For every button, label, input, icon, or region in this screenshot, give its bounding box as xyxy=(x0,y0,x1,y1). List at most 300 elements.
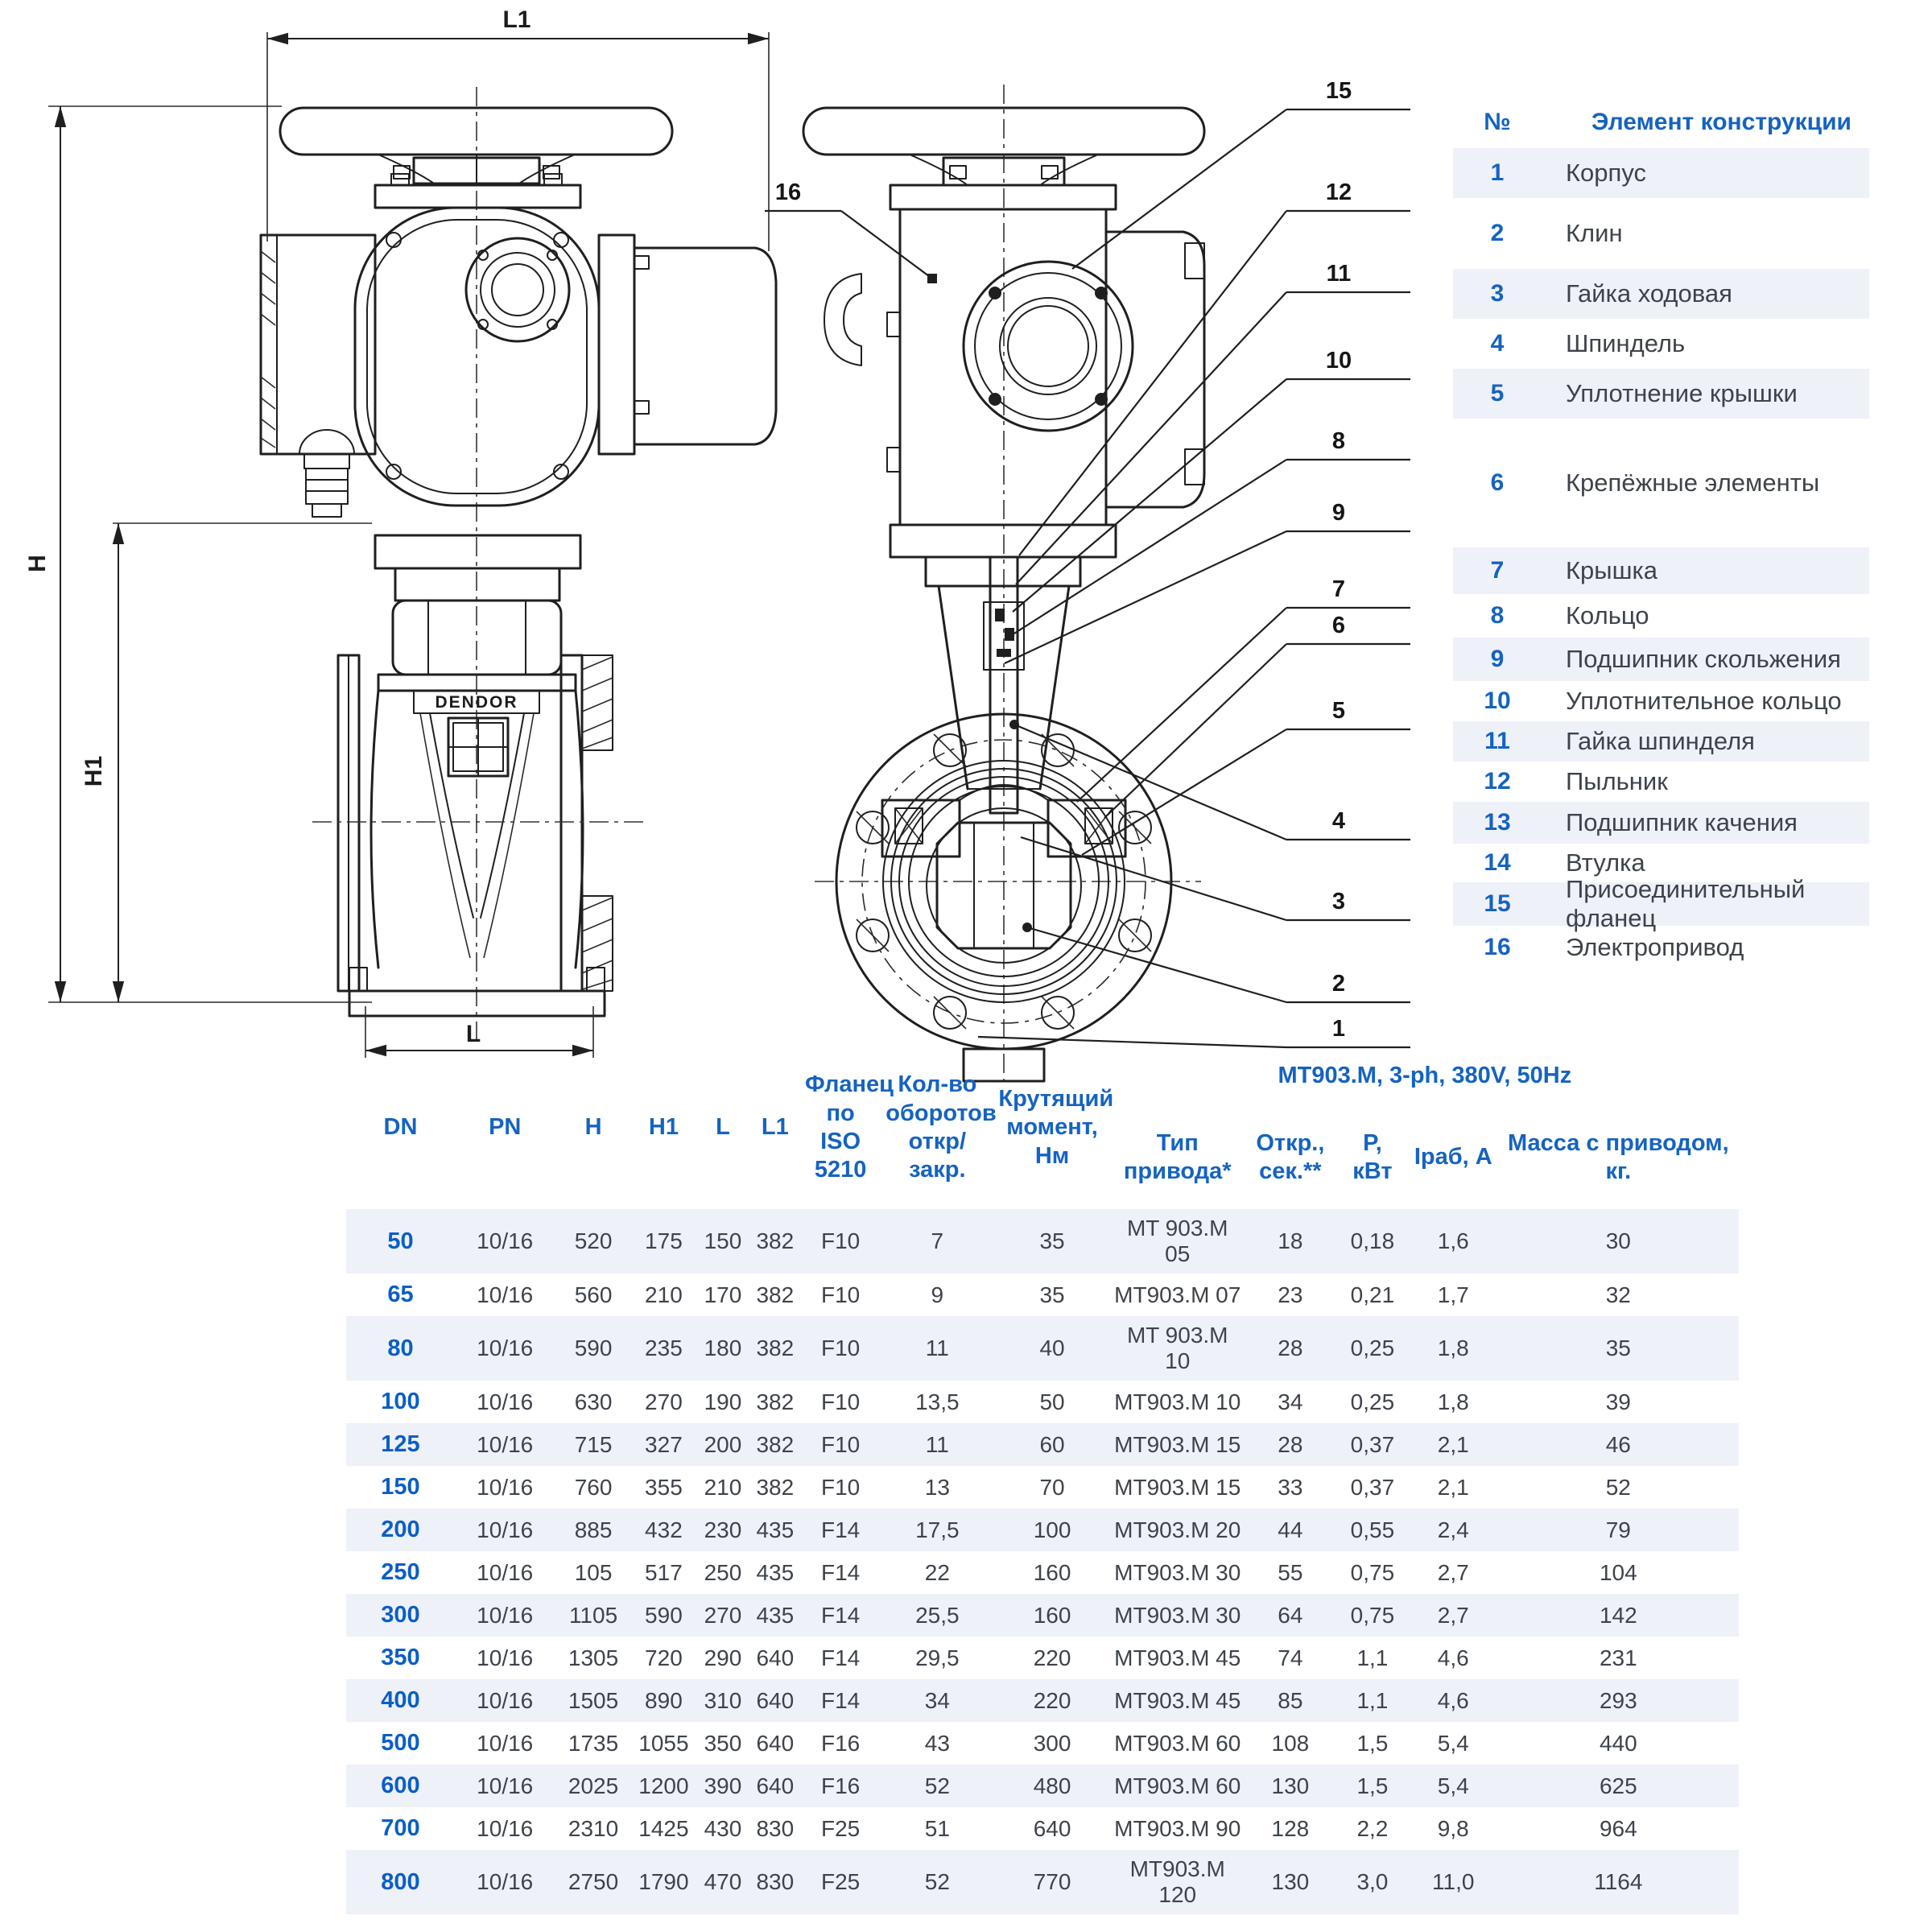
callout-number-9: 9 xyxy=(1331,500,1346,526)
spec-cell: MT903.M 30 xyxy=(1114,1602,1241,1628)
spec-cell: 9 xyxy=(931,1282,944,1307)
spec-cell: 382 xyxy=(756,1335,795,1360)
spec-cell: 2,2 xyxy=(1356,1815,1389,1841)
spec-cell: 2,7 xyxy=(1437,1559,1469,1585)
spec-cell: F14 xyxy=(820,1602,861,1628)
spec-table-row xyxy=(346,1765,1739,1807)
spec-cell: 770 xyxy=(1033,1869,1071,1894)
part-name: Клин xyxy=(1566,219,1623,247)
spec-cell: 108 xyxy=(1271,1730,1310,1756)
part-name: Подшипник скольжения xyxy=(1566,645,1841,673)
spec-cell: 105 xyxy=(574,1559,613,1585)
spec-cell: 310 xyxy=(704,1687,742,1713)
spec-cell: 640 xyxy=(756,1730,795,1756)
spec-cell: 1200 xyxy=(638,1773,689,1798)
spec-cell: 10/16 xyxy=(477,1335,534,1360)
spec-cell: 44 xyxy=(1278,1517,1303,1542)
part-number: 6 xyxy=(1490,469,1505,496)
part-name: Корпус xyxy=(1566,159,1646,187)
col-header-power: P, кВт xyxy=(1352,1129,1393,1184)
spec-cell: 46 xyxy=(1605,1431,1631,1457)
parts-table-row xyxy=(1453,198,1869,269)
spec-cell: MT 903.M 05 xyxy=(1126,1216,1228,1266)
spec-cell: 10/16 xyxy=(477,1645,534,1670)
spec-cell: 52 xyxy=(924,1869,950,1894)
spec-table-row xyxy=(346,1594,1739,1637)
spec-table-wrapper xyxy=(346,1046,1739,1914)
parts-table-row xyxy=(1453,762,1869,802)
spec-cell: 100 xyxy=(1033,1517,1071,1542)
parts-table xyxy=(1453,97,1869,969)
spec-cell: 1,1 xyxy=(1356,1687,1389,1713)
col-header-torque: Крутящий момент, Нм xyxy=(998,1085,1114,1169)
spec-cell: 74 xyxy=(1278,1645,1303,1670)
spec-cell: F25 xyxy=(820,1869,861,1894)
spec-cell: 170 xyxy=(704,1282,742,1307)
part-name: Шпиндель xyxy=(1566,329,1686,357)
part-name: Уплотнительное кольцо xyxy=(1566,687,1842,715)
part-number: 14 xyxy=(1484,849,1511,876)
part-number: 2 xyxy=(1490,220,1505,246)
callout-number-8: 8 xyxy=(1331,428,1346,454)
spec-cell: 355 xyxy=(645,1474,683,1500)
col-header-l: L xyxy=(716,1114,730,1141)
spec-cell: 130 xyxy=(1271,1869,1310,1894)
spec-cell: 715 xyxy=(574,1431,613,1457)
spec-cell: F14 xyxy=(820,1559,861,1585)
callout-number-6: 6 xyxy=(1331,613,1346,638)
spec-table-row xyxy=(346,1274,1739,1316)
spec-cell: 34 xyxy=(924,1687,950,1713)
spec-cell-dn: 50 xyxy=(387,1228,414,1254)
spec-cell: 2025 xyxy=(568,1773,619,1798)
parts-table-header xyxy=(1453,97,1869,148)
spec-cell: 220 xyxy=(1033,1645,1071,1670)
spec-cell: 5,4 xyxy=(1437,1773,1469,1798)
col-header-flange: Фланец по ISO 5210 xyxy=(804,1071,894,1183)
col-header-h: H xyxy=(584,1114,602,1141)
part-number: 8 xyxy=(1490,602,1505,629)
part-name: Крышка xyxy=(1566,556,1657,584)
spec-cell: 2310 xyxy=(568,1815,619,1841)
col-header-turns: Кол-во оборотов откр/ закр. xyxy=(886,1071,997,1183)
spec-cell: 2,1 xyxy=(1437,1431,1469,1457)
part-number: 3 xyxy=(1490,280,1505,307)
spec-cell: F10 xyxy=(820,1474,861,1500)
brand-label: DENDOR xyxy=(435,693,518,712)
spec-cell: F10 xyxy=(820,1389,861,1414)
spec-cell: 22 xyxy=(924,1559,950,1585)
callout-number-10: 10 xyxy=(1325,348,1352,374)
parts-header-number: № xyxy=(1484,109,1511,135)
spec-cell: 0,18 xyxy=(1350,1228,1395,1253)
spec-cell: 2,7 xyxy=(1437,1602,1469,1628)
spec-table-row xyxy=(346,1807,1739,1850)
spec-cell: 270 xyxy=(704,1602,742,1628)
spec-cell: MT903.M 45 xyxy=(1114,1645,1241,1670)
spec-cell: 39 xyxy=(1605,1389,1631,1414)
spec-cell: 23 xyxy=(1278,1282,1303,1307)
valve-section-view-drawing xyxy=(765,85,1204,1081)
spec-cell: 28 xyxy=(1278,1335,1303,1360)
spec-cell: 3,0 xyxy=(1356,1869,1389,1894)
spec-cell: 52 xyxy=(924,1773,950,1798)
parts-header-name: Элемент конструкции xyxy=(1591,109,1852,135)
spec-table-row xyxy=(346,1381,1739,1423)
spec-table xyxy=(346,1046,1739,1914)
spec-cell-dn: 350 xyxy=(381,1645,420,1670)
col-header-current: Iраб, А xyxy=(1414,1144,1492,1170)
part-name: Гайка шпинделя xyxy=(1566,727,1755,755)
part-name: Гайка ходовая xyxy=(1566,279,1732,308)
spec-cell: 630 xyxy=(574,1389,613,1414)
spec-cell: 85 xyxy=(1278,1687,1303,1713)
spec-cell: 517 xyxy=(645,1559,683,1585)
spec-cell: 60 xyxy=(1039,1431,1065,1457)
parts-table-row xyxy=(1453,269,1869,319)
spec-cell: 220 xyxy=(1033,1687,1071,1713)
spec-cell: 35 xyxy=(1039,1282,1065,1307)
spec-table-row xyxy=(346,1509,1739,1551)
spec-cell: MT903.M 15 xyxy=(1114,1431,1241,1457)
spec-cell: 480 xyxy=(1033,1773,1071,1798)
spec-cell: 0,21 xyxy=(1350,1282,1395,1307)
spec-cell-dn: 100 xyxy=(381,1389,420,1414)
spec-cell: F10 xyxy=(820,1335,861,1360)
spec-cell: 128 xyxy=(1271,1815,1310,1841)
spec-cell: 10/16 xyxy=(477,1687,534,1713)
parts-table-rows xyxy=(1453,148,1869,969)
spec-cell-dn: 400 xyxy=(381,1687,420,1713)
parts-table-row xyxy=(1453,926,1869,969)
parts-table-row xyxy=(1453,419,1869,547)
spec-cell: 25,5 xyxy=(915,1602,960,1628)
part-number: 12 xyxy=(1484,768,1511,795)
spec-cell: MT903.M 15 xyxy=(1114,1474,1241,1500)
spec-cell-dn: 65 xyxy=(387,1282,414,1307)
spec-cell: 10/16 xyxy=(477,1228,534,1253)
spec-cell: 35 xyxy=(1605,1335,1631,1360)
spec-cell: MT903.M 07 xyxy=(1114,1282,1241,1307)
parts-table-row xyxy=(1453,369,1869,419)
spec-cell: 640 xyxy=(1033,1815,1071,1841)
part-number: 11 xyxy=(1484,728,1510,754)
part-number: 7 xyxy=(1490,557,1505,584)
spec-cell: 382 xyxy=(756,1431,795,1457)
parts-table-row xyxy=(1453,319,1869,369)
parts-table-row xyxy=(1453,638,1869,681)
spec-cell: 1164 xyxy=(1594,1869,1643,1894)
spec-cell: 1055 xyxy=(638,1730,689,1756)
spec-cell: 1,6 xyxy=(1437,1228,1469,1253)
spec-table-row xyxy=(346,1316,1739,1381)
part-number: 4 xyxy=(1490,330,1505,357)
spec-cell: 1305 xyxy=(568,1645,619,1670)
spec-cell: F10 xyxy=(820,1228,861,1253)
spec-cell: 0,25 xyxy=(1350,1335,1395,1360)
callout-number-16: 16 xyxy=(774,180,802,205)
spec-cell: 10/16 xyxy=(477,1517,534,1542)
dim-label-l: L xyxy=(465,1021,481,1047)
spec-table-row xyxy=(346,1679,1739,1722)
spec-cell: 18 xyxy=(1278,1228,1303,1253)
spec-cell: 1,7 xyxy=(1437,1282,1469,1307)
spec-cell: 160 xyxy=(1033,1602,1071,1628)
dim-label-h1: H1 xyxy=(80,755,107,787)
spec-cell: 2750 xyxy=(568,1869,619,1894)
spec-cell: 327 xyxy=(645,1431,683,1457)
spec-cell: 11 xyxy=(925,1431,949,1457)
spec-cell: F16 xyxy=(820,1730,861,1756)
spec-cell: MT903.M 20 xyxy=(1114,1517,1241,1542)
spec-cell: F25 xyxy=(820,1815,861,1841)
part-number: 10 xyxy=(1484,687,1511,714)
spec-cell-dn: 600 xyxy=(381,1773,420,1798)
part-name: Уплотнение крышки xyxy=(1566,379,1798,407)
spec-cell: 231 xyxy=(1599,1645,1637,1670)
spec-cell: MT903.M 45 xyxy=(1114,1687,1241,1713)
spec-cell: 1790 xyxy=(638,1869,689,1894)
spec-cell: 830 xyxy=(756,1869,795,1894)
spec-cell-dn: 700 xyxy=(381,1815,420,1841)
col-header-open-time: Откр., сек.** xyxy=(1256,1129,1325,1184)
spec-cell: 200 xyxy=(704,1431,742,1457)
callout-number-15: 15 xyxy=(1325,78,1352,104)
part-number: 1 xyxy=(1490,159,1505,186)
callout-number-1: 1 xyxy=(1331,1016,1346,1042)
spec-cell: 964 xyxy=(1599,1815,1637,1841)
spec-cell: 270 xyxy=(645,1389,683,1414)
spec-cell: F16 xyxy=(820,1773,861,1798)
spec-table-row xyxy=(346,1850,1739,1914)
spec-cell: F14 xyxy=(820,1517,861,1542)
spec-table-row xyxy=(346,1637,1739,1679)
spec-cell: F14 xyxy=(820,1645,861,1670)
spec-cell: MT903.M 60 xyxy=(1114,1773,1241,1798)
spec-cell: 5,4 xyxy=(1437,1730,1469,1756)
parts-table-row xyxy=(1453,721,1869,762)
spec-cell: 13 xyxy=(924,1474,950,1500)
spec-cell: 10/16 xyxy=(477,1815,534,1841)
spec-table-row xyxy=(346,1466,1739,1509)
part-name: Кольцо xyxy=(1566,601,1649,630)
part-number: 5 xyxy=(1490,380,1505,407)
spec-cell: 10/16 xyxy=(477,1773,534,1798)
spec-cell: 440 xyxy=(1599,1730,1637,1756)
spec-cell: 382 xyxy=(756,1282,795,1307)
spec-cell: 640 xyxy=(756,1773,795,1798)
spec-cell: 890 xyxy=(645,1687,683,1713)
spec-cell: 435 xyxy=(756,1517,795,1542)
spec-cell: 432 xyxy=(645,1517,683,1542)
spec-cell: 142 xyxy=(1599,1602,1637,1628)
spec-cell: 43 xyxy=(924,1730,950,1756)
spec-cell: 640 xyxy=(756,1687,795,1713)
spec-cell: 470 xyxy=(704,1869,742,1894)
spec-cell: 390 xyxy=(704,1773,742,1798)
spec-cell: 0,37 xyxy=(1350,1474,1395,1500)
spec-cell-dn: 150 xyxy=(381,1474,420,1500)
spec-cell: 104 xyxy=(1599,1559,1637,1585)
spec-cell: 250 xyxy=(704,1559,742,1585)
spec-cell: 382 xyxy=(756,1228,795,1253)
spec-cell: 430 xyxy=(704,1815,742,1841)
spec-cell: 10/16 xyxy=(477,1602,534,1628)
spec-cell-dn: 200 xyxy=(381,1517,420,1542)
spec-cell: 1425 xyxy=(638,1815,689,1841)
actuator-group-header: MT903.M, 3-ph, 380V, 50Hz xyxy=(1278,1063,1572,1089)
spec-cell-dn: 500 xyxy=(381,1730,420,1756)
spec-cell: 10/16 xyxy=(477,1431,534,1457)
spec-cell: 0,37 xyxy=(1350,1431,1395,1457)
spec-cell: 640 xyxy=(756,1645,795,1670)
spec-cell: 10/16 xyxy=(477,1389,534,1414)
spec-cell: 720 xyxy=(645,1645,683,1670)
spec-cell: 4,6 xyxy=(1437,1645,1469,1670)
spec-table-row xyxy=(346,1209,1739,1274)
spec-cell: 79 xyxy=(1605,1517,1631,1542)
spec-cell: 293 xyxy=(1599,1687,1637,1713)
spec-cell: 625 xyxy=(1599,1773,1637,1798)
spec-cell: 11,0 xyxy=(1432,1869,1475,1894)
spec-cell: 2,1 xyxy=(1437,1474,1469,1500)
spec-cell: 1,8 xyxy=(1437,1335,1469,1360)
col-header-mass: Масса с приводом, кг. xyxy=(1507,1129,1729,1184)
spec-cell: 0,75 xyxy=(1350,1602,1395,1628)
spec-cell: 382 xyxy=(756,1389,795,1414)
spec-cell: 55 xyxy=(1278,1559,1303,1585)
spec-cell: 435 xyxy=(756,1559,795,1585)
spec-cell: 175 xyxy=(645,1228,683,1253)
spec-cell: 590 xyxy=(574,1335,613,1360)
spec-cell: 70 xyxy=(1039,1474,1065,1500)
col-header-l1: L1 xyxy=(761,1114,789,1141)
spec-cell: 0,55 xyxy=(1350,1517,1395,1542)
spec-cell: 17,5 xyxy=(915,1517,960,1542)
spec-cell: 32 xyxy=(1605,1282,1631,1307)
spec-cell: 760 xyxy=(574,1474,613,1500)
spec-cell: 1,8 xyxy=(1437,1389,1469,1414)
parts-table-row xyxy=(1453,875,1869,932)
valve-front-view-drawing xyxy=(24,6,776,1058)
col-header-h1: H1 xyxy=(648,1114,679,1141)
spec-cell: 10/16 xyxy=(477,1869,534,1894)
part-number: 13 xyxy=(1484,809,1511,836)
part-name: Пыльник xyxy=(1566,767,1668,795)
spec-cell: 130 xyxy=(1271,1773,1310,1798)
spec-cell: 50 xyxy=(1039,1389,1065,1414)
spec-cell: 9,8 xyxy=(1437,1815,1469,1841)
spec-cell: 830 xyxy=(756,1815,795,1841)
spec-cell: 30 xyxy=(1605,1228,1631,1253)
spec-cell: 180 xyxy=(704,1335,742,1360)
spec-cell: MT 903.M 10 xyxy=(1126,1323,1228,1373)
spec-table-row xyxy=(346,1722,1739,1765)
spec-cell: 885 xyxy=(574,1517,613,1542)
dim-label-h: H xyxy=(24,555,51,572)
spec-cell: 29,5 xyxy=(915,1645,960,1670)
part-name: Присоединительный фланец xyxy=(1566,875,1806,932)
spec-cell: 300 xyxy=(1033,1730,1071,1756)
spec-cell: 10/16 xyxy=(477,1282,534,1307)
spec-cell: 235 xyxy=(645,1335,683,1360)
spec-cell: 190 xyxy=(704,1389,742,1414)
spec-cell: 350 xyxy=(704,1730,742,1756)
spec-cell: 0,75 xyxy=(1350,1559,1395,1585)
spec-cell: 10/16 xyxy=(477,1730,534,1756)
spec-cell: 210 xyxy=(704,1474,742,1500)
spec-table-row xyxy=(346,1423,1739,1466)
spec-cell: 1,1 xyxy=(1356,1645,1389,1670)
spec-cell: 28 xyxy=(1278,1431,1303,1457)
spec-cell: F10 xyxy=(820,1282,861,1307)
spec-cell: 7 xyxy=(931,1228,944,1253)
spec-cell: 0,25 xyxy=(1350,1389,1395,1414)
part-name: Электропривод xyxy=(1566,933,1744,961)
parts-table-row xyxy=(1453,802,1869,844)
spec-cell: 1505 xyxy=(568,1687,619,1713)
spec-cell: 1105 xyxy=(568,1602,618,1628)
part-name: Втулка xyxy=(1566,848,1645,877)
parts-table-row xyxy=(1453,547,1869,594)
spec-cell-dn: 125 xyxy=(381,1431,420,1457)
spec-cell: F14 xyxy=(820,1687,861,1713)
spec-cell: 10/16 xyxy=(477,1559,534,1585)
spec-cell: 290 xyxy=(704,1645,742,1670)
spec-cell: 10/16 xyxy=(477,1474,534,1500)
spec-cell: 33 xyxy=(1278,1474,1303,1500)
spec-cell: 52 xyxy=(1605,1474,1631,1500)
spec-cell: 4,6 xyxy=(1437,1687,1469,1713)
spec-cell: 40 xyxy=(1039,1335,1065,1360)
callout-number-5: 5 xyxy=(1331,698,1346,724)
spec-cell: 382 xyxy=(756,1474,795,1500)
spec-cell-dn: 800 xyxy=(381,1868,420,1895)
col-header-dn: DN xyxy=(383,1114,418,1141)
spec-cell: MT903.M 90 xyxy=(1114,1815,1241,1841)
callout-number-7: 7 xyxy=(1331,576,1346,602)
spec-cell: MT903.M 10 xyxy=(1114,1389,1241,1414)
spec-cell: 51 xyxy=(924,1815,950,1841)
spec-cell: 1,5 xyxy=(1356,1730,1389,1756)
dim-label-l1: L1 xyxy=(502,6,531,33)
parts-table-row xyxy=(1453,594,1869,638)
spec-cell: 2,4 xyxy=(1437,1517,1469,1542)
col-header-pn: PN xyxy=(489,1114,522,1141)
spec-cell-dn: 250 xyxy=(381,1559,420,1585)
spec-table-row xyxy=(346,1551,1739,1594)
callout-number-12: 12 xyxy=(1325,180,1352,205)
spec-cell-dn: 80 xyxy=(387,1335,414,1361)
spec-cell: 210 xyxy=(645,1282,683,1307)
spec-cell: 160 xyxy=(1033,1559,1071,1585)
spec-cell: 35 xyxy=(1039,1228,1065,1253)
spec-cell: 520 xyxy=(574,1228,613,1253)
spec-cell-dn: 300 xyxy=(381,1602,420,1628)
spec-cell: 13,5 xyxy=(915,1389,960,1414)
callout-labels xyxy=(978,78,1410,1047)
part-name: Подшипник качения xyxy=(1566,808,1798,836)
spec-cell: 150 xyxy=(704,1228,742,1253)
spec-cell: 1,5 xyxy=(1356,1773,1389,1798)
spec-cell: MT903.M 120 xyxy=(1129,1856,1225,1907)
callout-number-3: 3 xyxy=(1331,889,1346,914)
spec-cell: 34 xyxy=(1278,1389,1303,1414)
spec-cell: 435 xyxy=(756,1602,795,1628)
spec-cell: 590 xyxy=(645,1602,683,1628)
parts-table-row xyxy=(1453,148,1869,198)
spec-cell: F10 xyxy=(820,1431,861,1457)
